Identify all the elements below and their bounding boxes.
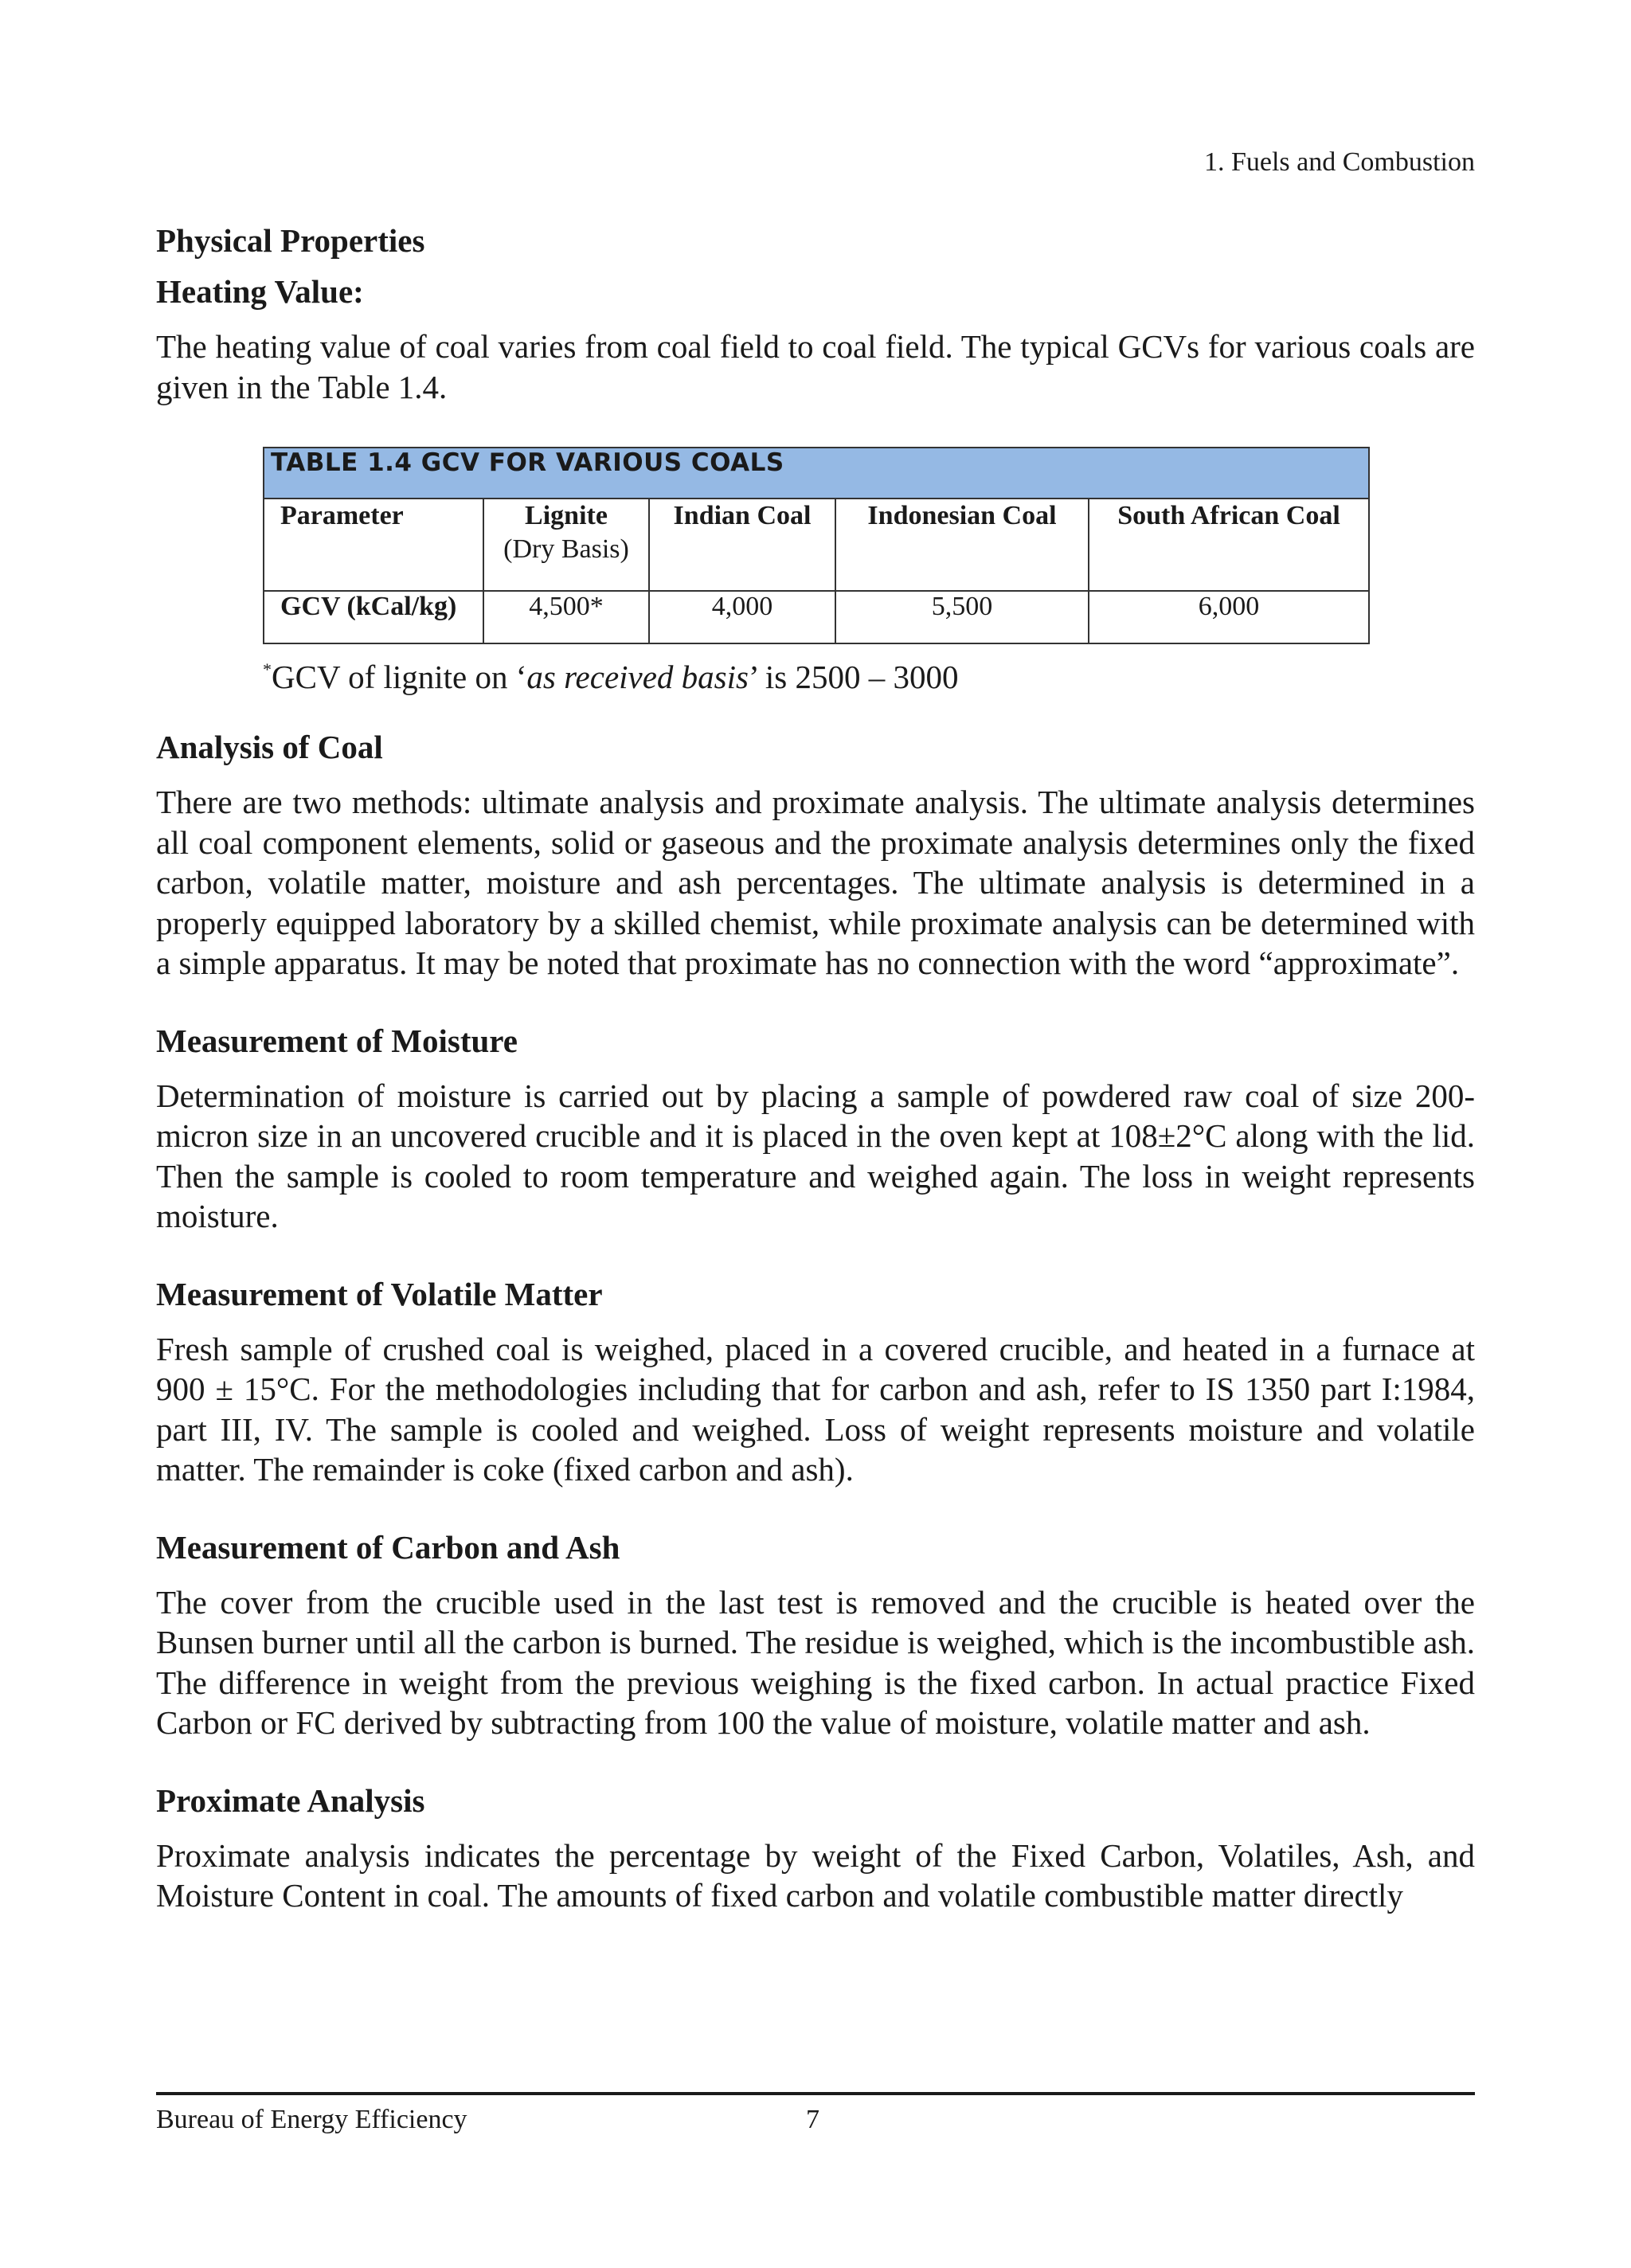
analysis-paragraph: There are two methods: ultimate analysis and proximate analysis. The ultimate analysis determines all coal component elements, solid or gaseous and the proximate analysis determines only the fixed carbon, volatile matter, moisture and ash percentages. The ultimate analysis is determined in a properly equipped laboratory by a skilled chemist, while proximate analysis can be determined with a simple apparatus. It may be noted that proximate has no connection with the word “approximate”. <box>156 784 1475 981</box>
table-caption-row <box>264 448 1369 499</box>
footnote-prefix: GCV of lignite on ‘ <box>272 659 527 695</box>
carbon-ash-paragraph: The cover from the crucible used in the last test is removed and the crucible is heated over the Bunsen burner until all the carbon is burned. The residue is weighed, which is the incombustible ash. The difference in weight from the previous weighing is the fixed carbon. In actual practice Fixed Carbon or FC derived by subtracting from 100 the value of moisture, volatile matter and ash. <box>156 1583 1475 1741</box>
page-content <box>156 215 1475 1916</box>
footnote-italic: as received basis <box>526 659 749 695</box>
section-heading-proximate: Proximate Analysis <box>156 1781 425 1819</box>
cell-south-african-value: 6,000 <box>1089 591 1369 643</box>
header-lignite-sub: (Dry Basis) <box>503 534 629 564</box>
moisture-paragraph: Determination of moisture is carried out by placing a sample of powdered raw coal of size 200-micron size in an uncovered crucible and it is placed in the oven kept at 108±2°C along with the lid. Then the sample is cooled to room temperature and weighed again. The loss in weight represents moisture. <box>156 1077 1475 1234</box>
header-indonesian-coal: Indonesian Coal <box>835 499 1089 591</box>
header-lignite <box>483 499 649 591</box>
running-header: 1. Fuels and Combustion <box>1203 147 1475 177</box>
section-heading-analysis: Analysis of Coal <box>156 729 383 765</box>
gcv-table <box>263 447 1370 644</box>
heating-value-paragraph: The heating value of coal varies from coal field to coal field. The typical GCVs for various coals are given in the Table 1.4. <box>156 328 1475 405</box>
volatile-paragraph: Fresh sample of crushed coal is weighed, placed in a covered crucible, and heated in a furnace at 900 ± 15°C. For the methodologies including that for carbon and ash, refer to IS 1350 part I:1984, part III, IV. The sample is cooled and weighed. Loss of weight represents moisture and volatile matter. The remainder is coke (fixed carbon and ash). <box>156 1330 1475 1488</box>
section-heading-volatile: Measurement of Volatile Matter <box>156 1275 603 1312</box>
table-footnote <box>263 649 1475 698</box>
table-caption: TABLE 1.4 GCV FOR VARIOUS COALS <box>264 448 1369 499</box>
table-header-row <box>264 499 1369 591</box>
footnote-suffix: ’ is 2500 – 3000 <box>748 659 959 695</box>
footnote-marker: * <box>263 659 272 679</box>
header-parameter: Parameter <box>264 499 483 591</box>
section-heading-physical-properties: Physical Properties <box>156 222 425 259</box>
header-south-african-coal: South African Coal <box>1089 499 1369 591</box>
footer-organization: Bureau of Energy Efficiency <box>156 2105 467 2134</box>
section-heading-heating-value: Heating Value: <box>156 273 364 310</box>
cell-indian-value: 4,000 <box>649 591 835 643</box>
table-row <box>264 591 1369 643</box>
footer-divider <box>156 2092 1475 2095</box>
cell-indonesian-value: 5,500 <box>835 591 1089 643</box>
header-lignite-label: Lignite <box>525 501 608 530</box>
section-heading-moisture: Measurement of Moisture <box>156 1022 518 1059</box>
page-number: 7 <box>806 2105 819 2134</box>
section-heading-carbon-ash: Measurement of Carbon and Ash <box>156 1528 620 1566</box>
cell-lignite-value: 4,500* <box>483 591 649 643</box>
proximate-paragraph: Proximate analysis indicates the percentage by weight of the Fixed Carbon, Volatiles, Ash, and Moisture Content in coal. The amounts of fixed carbon and volatile combustible matter directly <box>156 1836 1475 1914</box>
cell-gcv-label: GCV (kCal/kg) <box>264 591 483 643</box>
document-page <box>156 0 1475 2268</box>
gcv-table-wrapper <box>263 447 1370 644</box>
header-indian-coal: Indian Coal <box>649 499 835 591</box>
